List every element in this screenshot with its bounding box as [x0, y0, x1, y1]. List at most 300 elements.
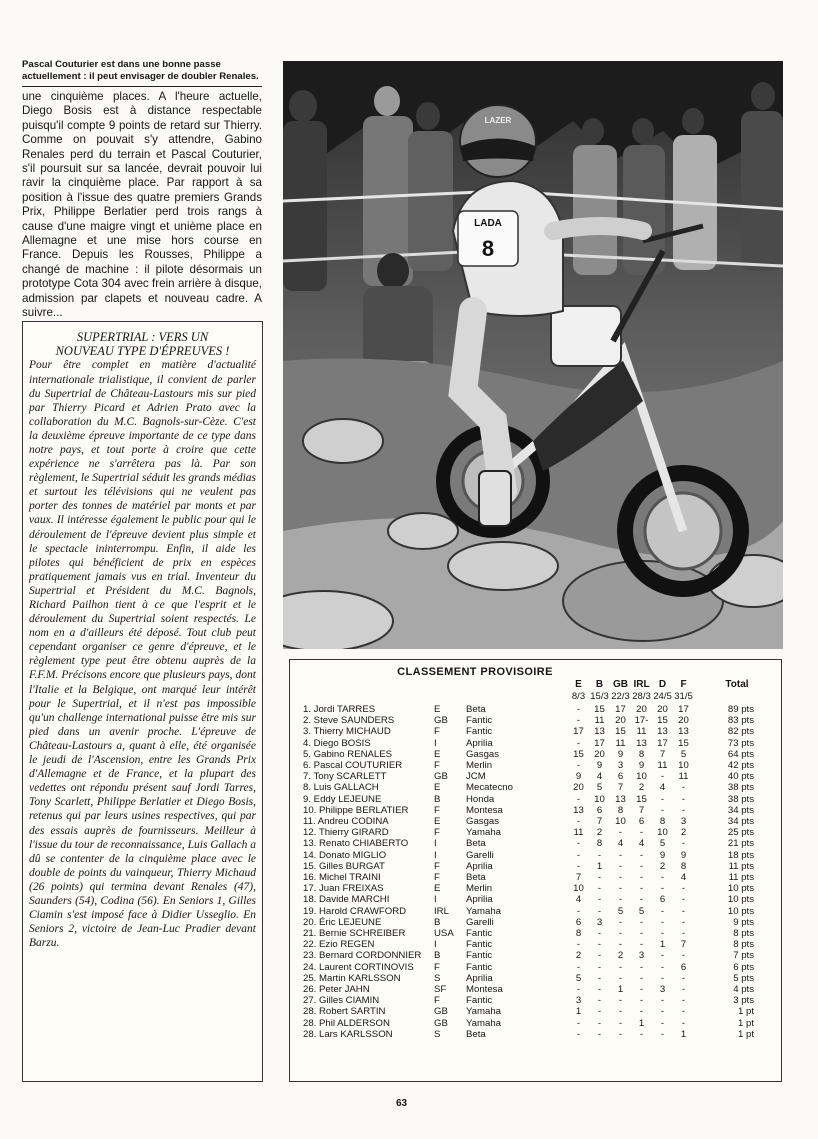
- round-score: 7: [617, 782, 624, 794]
- round-score: 13: [573, 804, 584, 816]
- round-score: -: [597, 928, 602, 940]
- round-score: 10: [678, 760, 689, 772]
- round-score: -: [660, 804, 665, 816]
- round-score: 13: [636, 737, 647, 749]
- round-score: 4: [638, 838, 645, 850]
- round-score: -: [576, 860, 581, 872]
- round-score: 7: [596, 816, 603, 828]
- round-score: 6: [575, 916, 582, 928]
- rider-total: 42 pts: [727, 760, 754, 772]
- rider-total: 18 pts: [727, 849, 754, 861]
- standings-row: [303, 984, 754, 995]
- round-score: -: [681, 838, 686, 850]
- round-score: -: [618, 1006, 623, 1018]
- rider-make: Montesa: [466, 984, 503, 996]
- round-score: -: [639, 1028, 644, 1040]
- standings-row: [303, 973, 754, 984]
- rider-name: 4. Diego BOSIS: [303, 737, 371, 749]
- standings-title: CLASSEMENT PROVISOIRE: [397, 666, 553, 678]
- round-score: -: [681, 984, 686, 996]
- rider-name: 22. Ezio REGEN: [303, 939, 375, 951]
- rider-make: Merlin: [466, 760, 493, 772]
- rider-nation: B: [434, 793, 441, 805]
- round-score: 15: [636, 793, 647, 805]
- rider-name: 28. Robert SARTIN: [303, 1006, 386, 1018]
- standings-row: [303, 950, 754, 961]
- rider-make: Fantic: [466, 726, 493, 738]
- round-score: -: [681, 950, 686, 962]
- standings-row: [303, 939, 754, 950]
- round-score: 2: [680, 827, 687, 839]
- round-score: -: [576, 793, 581, 805]
- rider-make: Aprilia: [466, 972, 493, 984]
- round-score: 20: [636, 704, 647, 715]
- round-score: -: [639, 849, 644, 861]
- round-score: -: [597, 984, 602, 996]
- round-score: -: [597, 872, 602, 884]
- round-score: 8: [638, 748, 645, 760]
- round-score: 15: [678, 737, 689, 749]
- round-score: -: [597, 950, 602, 962]
- standings-row: [303, 827, 754, 838]
- rider-name: 20. Éric LEJEUNE: [303, 916, 382, 928]
- round-score: -: [618, 939, 623, 951]
- round-score: -: [660, 995, 665, 1007]
- round-score: -: [660, 883, 665, 895]
- round-score: -: [660, 905, 665, 917]
- round-score: 7: [659, 748, 666, 760]
- round-score: -: [618, 883, 623, 895]
- round-score: 6: [596, 804, 603, 816]
- round-score: 2: [659, 860, 666, 872]
- round-score: 3: [659, 984, 666, 996]
- standings-row: [303, 1029, 754, 1040]
- rider-name: 25. Martin KARLSSON: [303, 972, 401, 984]
- round-score: 17-: [634, 715, 649, 727]
- round-score: 5: [659, 838, 666, 850]
- rider-total: 8 pts: [733, 939, 754, 951]
- round-score: 5: [617, 905, 624, 917]
- round-score: 10: [636, 771, 647, 783]
- round-score: 1: [575, 1006, 582, 1018]
- round-score: -: [597, 1006, 602, 1018]
- rider-make: Montesa: [466, 804, 503, 816]
- round-score: -: [597, 995, 602, 1007]
- round-score: 17: [657, 737, 668, 749]
- round-score: -: [660, 771, 665, 783]
- round-score: -: [639, 984, 644, 996]
- rider-nation: B: [434, 916, 441, 928]
- round-score: 5: [575, 972, 582, 984]
- rider-make: Mecatecno: [466, 782, 513, 794]
- rider-total: 25 pts: [727, 827, 754, 839]
- rider-nation: GB: [434, 771, 448, 783]
- rider-make: Fantic: [466, 995, 493, 1007]
- round-score: -: [597, 849, 602, 861]
- round-score: -: [639, 928, 644, 940]
- rider-nation: I: [434, 849, 437, 861]
- round-score: -: [639, 894, 644, 906]
- standings-row: [303, 928, 754, 939]
- round-score: -: [639, 961, 644, 973]
- rider-name: 26. Peter JAHN: [303, 984, 370, 996]
- rider-make: Garelli: [466, 916, 494, 928]
- rider-total: 34 pts: [727, 804, 754, 816]
- round-score: -: [597, 1028, 602, 1040]
- round-score: -: [597, 883, 602, 895]
- rider-make: Fantic: [466, 961, 493, 973]
- total-header: Total: [725, 679, 749, 690]
- standings-row: [303, 1018, 754, 1029]
- round-score: -: [681, 905, 686, 917]
- standings-row: [303, 906, 754, 917]
- round-score: -: [639, 995, 644, 1007]
- round-score: -: [681, 804, 686, 816]
- round-score: -: [681, 916, 686, 928]
- rider-total: 9 pts: [733, 916, 754, 928]
- round-score: -: [618, 827, 623, 839]
- round-score: 17: [573, 726, 584, 738]
- round-score: 15: [594, 704, 605, 715]
- round-score: 2: [575, 950, 582, 962]
- round-score: -: [618, 995, 623, 1007]
- round-score: 20: [594, 748, 605, 760]
- sidebar-heading-line1: SUPERTRIAL : VERS UN: [76, 330, 209, 344]
- country-header: F: [680, 679, 687, 690]
- round-score: -: [576, 984, 581, 996]
- rider-total: 82 pts: [727, 726, 754, 738]
- sidebar-heading-line2: NOUVEAU TYPE D'ÉPREUVES !: [55, 344, 230, 359]
- round-score: -: [618, 972, 623, 984]
- standings-row: [303, 782, 754, 793]
- round-score: 8: [680, 860, 687, 872]
- rider-name: 10. Philippe BERLATIER: [303, 804, 409, 816]
- rider-nation: USA: [434, 928, 454, 940]
- rider-nation: E: [434, 816, 441, 828]
- rider-name: 7. Tony SCARLETT: [303, 771, 387, 783]
- rider-total: 4 pts: [733, 984, 754, 996]
- round-score: -: [660, 1006, 665, 1018]
- round-score: -: [618, 961, 623, 973]
- rider-name: 13. Renato CHIABERTO: [303, 838, 409, 850]
- round-score: -: [660, 1028, 665, 1040]
- rider-make: Fantic: [466, 715, 493, 727]
- round-score: 11: [636, 726, 647, 738]
- round-score: 7: [575, 872, 582, 884]
- round-score: -: [576, 760, 581, 772]
- rider-name: 24. Laurent CORTINOVIS: [303, 961, 414, 973]
- standings-row: [303, 738, 754, 749]
- rider-nation: B: [434, 950, 441, 962]
- rider-nation: F: [434, 961, 440, 973]
- country-header: D: [658, 679, 667, 690]
- round-score: 11: [657, 760, 668, 772]
- round-score: 3: [596, 916, 603, 928]
- rider-nation: E: [434, 748, 441, 760]
- rider-total: 10 pts: [727, 894, 754, 906]
- round-score: 9: [617, 748, 624, 760]
- standings-row: [303, 1006, 754, 1017]
- rider-nation: F: [434, 804, 440, 816]
- rider-make: JCM: [466, 771, 486, 783]
- round-score: -: [618, 894, 623, 906]
- round-score: -: [681, 883, 686, 895]
- standings-row: [303, 872, 754, 883]
- round-score: 13: [594, 726, 605, 738]
- standings-row: [303, 850, 754, 861]
- round-score: -: [660, 928, 665, 940]
- round-score: -: [576, 961, 581, 973]
- rider-total: 11 pts: [728, 860, 754, 872]
- round-score: 11: [573, 827, 584, 839]
- round-score: -: [639, 939, 644, 951]
- round-score: 8: [659, 816, 666, 828]
- round-score: 17: [594, 737, 605, 749]
- round-score: -: [639, 916, 644, 928]
- rider-make: Yamaha: [466, 827, 502, 839]
- country-header: GB: [613, 679, 628, 690]
- round-score: 1: [638, 1017, 645, 1029]
- standings-row: [303, 995, 754, 1006]
- round-score: -: [576, 939, 581, 951]
- round-score: -: [618, 860, 623, 872]
- round-score: 6: [638, 816, 645, 828]
- rider-nation: S: [434, 1028, 441, 1040]
- rider-name: 11. Andreu CODINA: [303, 816, 389, 828]
- sidebar-body-text: Pour être complet en matière d'actualité internationale trialistique, il convient de parler du Supertrial de Château-Lastours mis sur pied par Thierry Picard et Adrien Prato avec la collaboration du M.C. Bagnols-sur-Cèze. C'est la deuxième épreuve importante de ce type dans notre pays, et tout porte à croire que cette expérience ne s'arrêtera pas là. Par son règlement, le Supertrial séduit les grands médias et surtout les télévisions qui ne veulent pas porter des tonnes de matériel par monts et par vaux. Il intéresse également le public pour qui le déroulement de l'épreuve devient plus simple et le spectacle ininterrompu. Enfin, il aide les pilotes qui bénéficient de prix en espèces pratiquement jamais vus en trial. Inventeur du Supertrial et Président du M.C. Bagnols, Richard Pailhon tient à ce que l'esprit et le déroulement du Supertrial soient respectés. Le nom en a d'ailleurs été déposé. Tout club peut cependant organiser ce genre d'épreuve, et le règlement type peut être obtenu auprès de la F.F.M. Précisons encore que plusieurs pays, dont l'Italie et la Belgique, ont marqué leur intérêt pour le Supertrial, et il n'est pas impossible qu'un challenge international puisse être mis sur pied dans un avenir proche. L'épreuve de Château-Lastours a, quant à elle, été organisée le jeudi de l'Ascension, entre les Grands Prix d'Allemagne et de France, et la plupart des vedettes ont répondu présent sauf Jordi Tarres, Tony Scarlett, Philippe Berlatier et Diego Bosis, retenus qui par leurs usines respectives, qui par des essais auprès de fournisseurs. Meilleur à l'issue du tour de reconnaissance, Luis Gallach a dû se contenter de la cinquième place avec le double de points du vainqueur, Thierry Michaud (26 points) qui termina devant Renales (47), Saunders (54), Codina (56). En Seniors 1, Gilles Ciamin s'est imposé face à Didier Usseglio. En Seniors 2, victoire de Jean-Luc Pradier devant Barzu.: [29, 359, 256, 950]
- standings-row: [303, 816, 754, 827]
- rider-name: 9. Eddy LEJEUNE: [303, 793, 382, 805]
- standings-row: [303, 726, 754, 737]
- rider-total: 1 pt: [737, 1028, 754, 1040]
- round-score: -: [618, 928, 623, 940]
- rider-total: 89 pts: [727, 704, 754, 715]
- round-score: 3: [680, 816, 687, 828]
- rider-total: 21 pts: [727, 838, 754, 850]
- round-score: 4: [596, 771, 603, 783]
- rider-nation: GB: [434, 1006, 448, 1018]
- rider-total: 10 pts: [727, 905, 754, 917]
- round-score: -: [681, 972, 686, 984]
- round-score: 6: [680, 961, 687, 973]
- rider-total: 83 pts: [727, 715, 754, 727]
- standings-row: [303, 917, 754, 928]
- round-score: -: [618, 1017, 623, 1029]
- page-number: 63: [396, 1098, 408, 1109]
- country-header: E: [575, 679, 582, 690]
- date-header: 8/3: [571, 691, 586, 702]
- intro-article-text: une cinquième places. A l'heure actuelle, Diego Bosis est à distance respectable puisqu'il compte 9 points de retard sur Thierry. Comme on pouvait s'y attendre, Gabino Renales perd du terrain et Pascal Couturier, s'il poursuit sur sa lancée, devrait pouvoir lui ravir la cinquième place. Par rapport à sa position à l'issue des quatre premiers Grands Prix, Philippe Berlatier perd trois rangs à cause d'une maigre vingt et unième place en Allemagne et une mise hors course en France. Depuis les Rousses, Philippe a changé de machine : il pilote désormais un prototype Cota 304 avec frein arrière à disque, admission par clapets et nouveau cadre. A suivre...: [22, 90, 262, 320]
- round-score: -: [660, 961, 665, 973]
- round-score: -: [576, 715, 581, 727]
- round-score: -: [681, 995, 686, 1007]
- round-score: 8: [575, 928, 582, 940]
- rider-total: 5 pts: [733, 972, 754, 984]
- standings-table-box: [289, 659, 782, 1082]
- round-score: 5: [596, 782, 603, 794]
- rider-make: Gasgas: [466, 816, 500, 828]
- standings-row: [303, 838, 754, 849]
- date-header: 15/3: [590, 691, 609, 702]
- rider-nation: F: [434, 760, 440, 772]
- round-score: 2: [596, 827, 603, 839]
- round-score: 2: [617, 950, 624, 962]
- round-score: 10: [615, 816, 626, 828]
- date-header: 31/5: [674, 691, 693, 702]
- round-score: 6: [617, 771, 624, 783]
- round-score: 2: [638, 782, 645, 794]
- round-score: 9: [638, 760, 645, 772]
- round-score: -: [618, 1028, 623, 1040]
- round-score: 15: [573, 748, 584, 760]
- round-score: 9: [575, 771, 582, 783]
- round-score: -: [681, 793, 686, 805]
- round-score: 3: [638, 950, 645, 962]
- rider-nation: F: [434, 872, 440, 884]
- rider-name: 2. Steve SAUNDERS: [303, 715, 395, 727]
- round-score: 13: [678, 726, 689, 738]
- round-score: 1: [680, 1028, 687, 1040]
- rider-make: Merlin: [466, 883, 493, 895]
- round-score: -: [576, 849, 581, 861]
- standings-row: [303, 962, 754, 973]
- rider-make: Aprilia: [466, 737, 493, 749]
- helmet-text: LAZER: [484, 116, 512, 125]
- rider-nation: F: [434, 995, 440, 1007]
- rider-total: 38 pts: [727, 793, 754, 805]
- rider-nation: F: [434, 860, 440, 872]
- rider-nation: GB: [434, 715, 448, 727]
- round-score: 10: [657, 827, 668, 839]
- date-header: 22/3: [611, 691, 630, 702]
- rider-nation: GB: [434, 1017, 448, 1029]
- round-score: -: [576, 816, 581, 828]
- round-score: -: [681, 1006, 686, 1018]
- rider-nation: F: [434, 726, 440, 738]
- round-score: -: [576, 905, 581, 917]
- round-score: -: [618, 872, 623, 884]
- standings-row: [303, 894, 754, 905]
- rider-name: 17. Juan FREIXAS: [303, 883, 384, 895]
- round-score: 8: [596, 838, 603, 850]
- round-score: 11: [594, 715, 605, 727]
- standings-row: [303, 861, 754, 872]
- rider-nation: I: [434, 737, 437, 749]
- date-header: 28/3: [632, 691, 651, 702]
- round-score: -: [660, 916, 665, 928]
- bib-sponsor-text: LADA: [474, 218, 502, 229]
- round-score: 17: [678, 704, 689, 715]
- round-score: -: [681, 782, 686, 794]
- rider-name: 16. Michel TRAINI: [303, 872, 381, 884]
- rider-make: Beta: [466, 838, 486, 850]
- round-score: 9: [596, 760, 603, 772]
- rider-name: 28. Phil ALDERSON: [303, 1017, 390, 1029]
- rider-nation: E: [434, 782, 441, 794]
- round-score: 1: [617, 984, 624, 996]
- rider-name: 14. Donato MIGLIO: [303, 849, 387, 861]
- rider-total: 10 pts: [727, 883, 754, 895]
- rider-make: Beta: [466, 1028, 486, 1040]
- round-score: -: [576, 838, 581, 850]
- round-score: 13: [657, 726, 668, 738]
- round-score: -: [597, 1017, 602, 1029]
- round-score: 7: [680, 939, 687, 951]
- round-score: -: [639, 972, 644, 984]
- round-score: -: [639, 860, 644, 872]
- date-header: 24/5: [653, 691, 672, 702]
- round-score: 4: [617, 838, 624, 850]
- rider-nation: I: [434, 939, 437, 951]
- round-score: -: [597, 894, 602, 906]
- rider-total: 8 pts: [733, 928, 754, 940]
- rider-make: Yamaha: [466, 1006, 502, 1018]
- round-score: -: [681, 1017, 686, 1029]
- round-score: 20: [678, 715, 689, 727]
- rider-make: Gasgas: [466, 748, 500, 760]
- standings-row: [303, 749, 754, 760]
- rider-nation: I: [434, 838, 437, 850]
- round-score: -: [597, 961, 602, 973]
- rider-make: Fantic: [466, 950, 493, 962]
- rider-name: 28. Lars KARLSSON: [303, 1028, 393, 1040]
- round-score: -: [660, 972, 665, 984]
- rider-name: 8. Luis GALLACH: [303, 782, 379, 794]
- rider-make: Garelli: [466, 849, 494, 861]
- rider-total: 1 pt: [737, 1017, 754, 1029]
- round-score: 4: [575, 894, 582, 906]
- rider-make: Fantic: [466, 939, 493, 951]
- standings-row: [303, 715, 754, 726]
- rider-name: 27. Gilles CIAMIN: [303, 995, 380, 1007]
- standings-row: [303, 805, 754, 816]
- round-score: 7: [638, 804, 645, 816]
- round-score: -: [576, 737, 581, 749]
- round-score: -: [618, 849, 623, 861]
- rider-make: Aprilia: [466, 860, 493, 872]
- round-score: 4: [659, 782, 666, 794]
- round-score: 9: [659, 849, 666, 861]
- round-score: 1: [659, 939, 666, 951]
- round-score: 20: [573, 782, 584, 794]
- round-score: 9: [680, 849, 687, 861]
- round-score: -: [576, 704, 581, 715]
- round-score: -: [639, 1006, 644, 1018]
- round-score: -: [681, 928, 686, 940]
- round-score: 11: [678, 771, 689, 783]
- rider-name: 21. Bernie SCHREIBER: [303, 928, 406, 940]
- rider-total: 40 pts: [727, 771, 754, 783]
- rider-name: 18. Davide MARCHI: [303, 894, 390, 906]
- round-score: -: [660, 793, 665, 805]
- round-score: -: [660, 950, 665, 962]
- rider-total: 11 pts: [728, 872, 754, 884]
- rider-name: 15. Gilles BURGAT: [303, 860, 385, 872]
- round-score: -: [639, 883, 644, 895]
- rider-make: Yamaha: [466, 1017, 502, 1029]
- standings-row: [303, 771, 754, 782]
- round-score: -: [660, 872, 665, 884]
- bib-number: 8: [481, 236, 495, 261]
- rider-total: 38 pts: [727, 782, 754, 794]
- round-score: 8: [617, 804, 624, 816]
- round-score: 15: [615, 726, 626, 738]
- standings-row: [303, 760, 754, 771]
- rider-name: 6. Pascal COUTURIER: [303, 760, 403, 772]
- rider-make: Yamaha: [466, 905, 502, 917]
- rider-total: 3 pts: [733, 995, 754, 1007]
- rider-total: 1 pt: [737, 1006, 754, 1018]
